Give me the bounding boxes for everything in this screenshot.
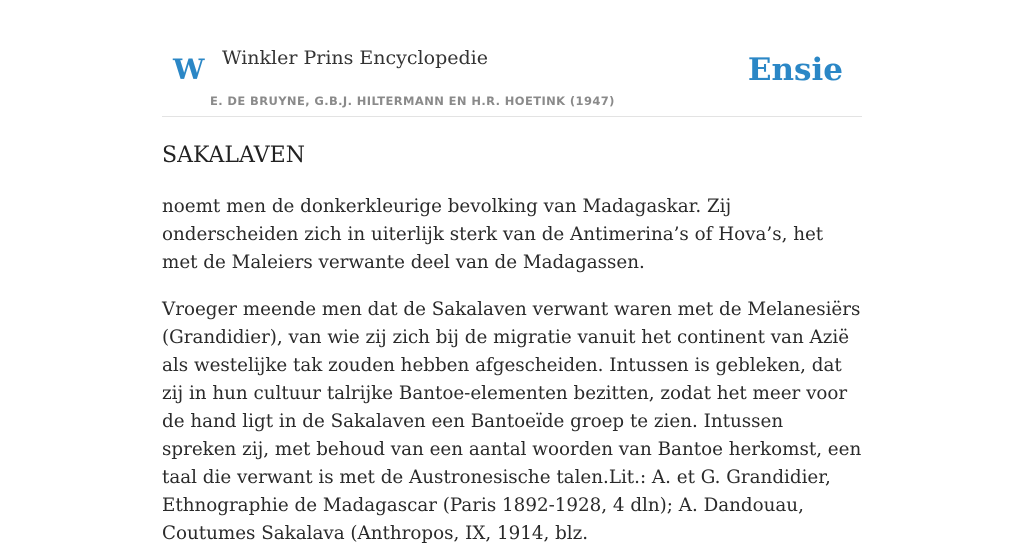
source-title[interactable]: Winkler Prins Encyclopedie	[222, 47, 488, 69]
article-paragraph-1: noemt men de donkerkleurige bevolking van Madagaskar. Zij onderscheiden zich in uiterlijk sterk van de Antimerina’s of Hova’s, het met de Maleiers verwante deel van de Madagassen.	[162, 196, 824, 273]
article-title: SAKALAVEN	[162, 143, 305, 168]
winkler-prins-logo[interactable]: W	[173, 53, 205, 86]
site-header	[162, 0, 862, 117]
source-authors: E. DE BRUYNE, G.B.J. HILTERMANN EN H.R. HOETINK (1947)	[210, 94, 615, 108]
article-paragraph-2: Vroeger meende men dat de Sakalaven verwant waren met de Melanesiërs (Grandidier), van wie zij zich bij de migratie vanuit het continent van Azië als westelijke tak zouden hebben afgescheiden. Intussen is gebleken, dat zij in hun cultuur talrijke Bantoe-elementen bezitten, zodat het meer voor de hand ligt in de Sakalaven een Bantoeïde groep te zien. Intussen spreken zij, met behoud van een aantal woorden van Bantoe herkomst, een taal die verwant is met de Austronesische talen.Lit.: A. et G. Grandidier, Ethnographie de Madagascar (Paris 1892-1928, 4 dln); A. Dandouau, Coutumes Sakalava (Anthropos, IX, 1914, blz.	[162, 299, 862, 544]
article	[162, 142, 862, 548]
page-container	[162, 0, 862, 548]
ensie-logo-link[interactable]: Ensie	[747, 52, 843, 88]
